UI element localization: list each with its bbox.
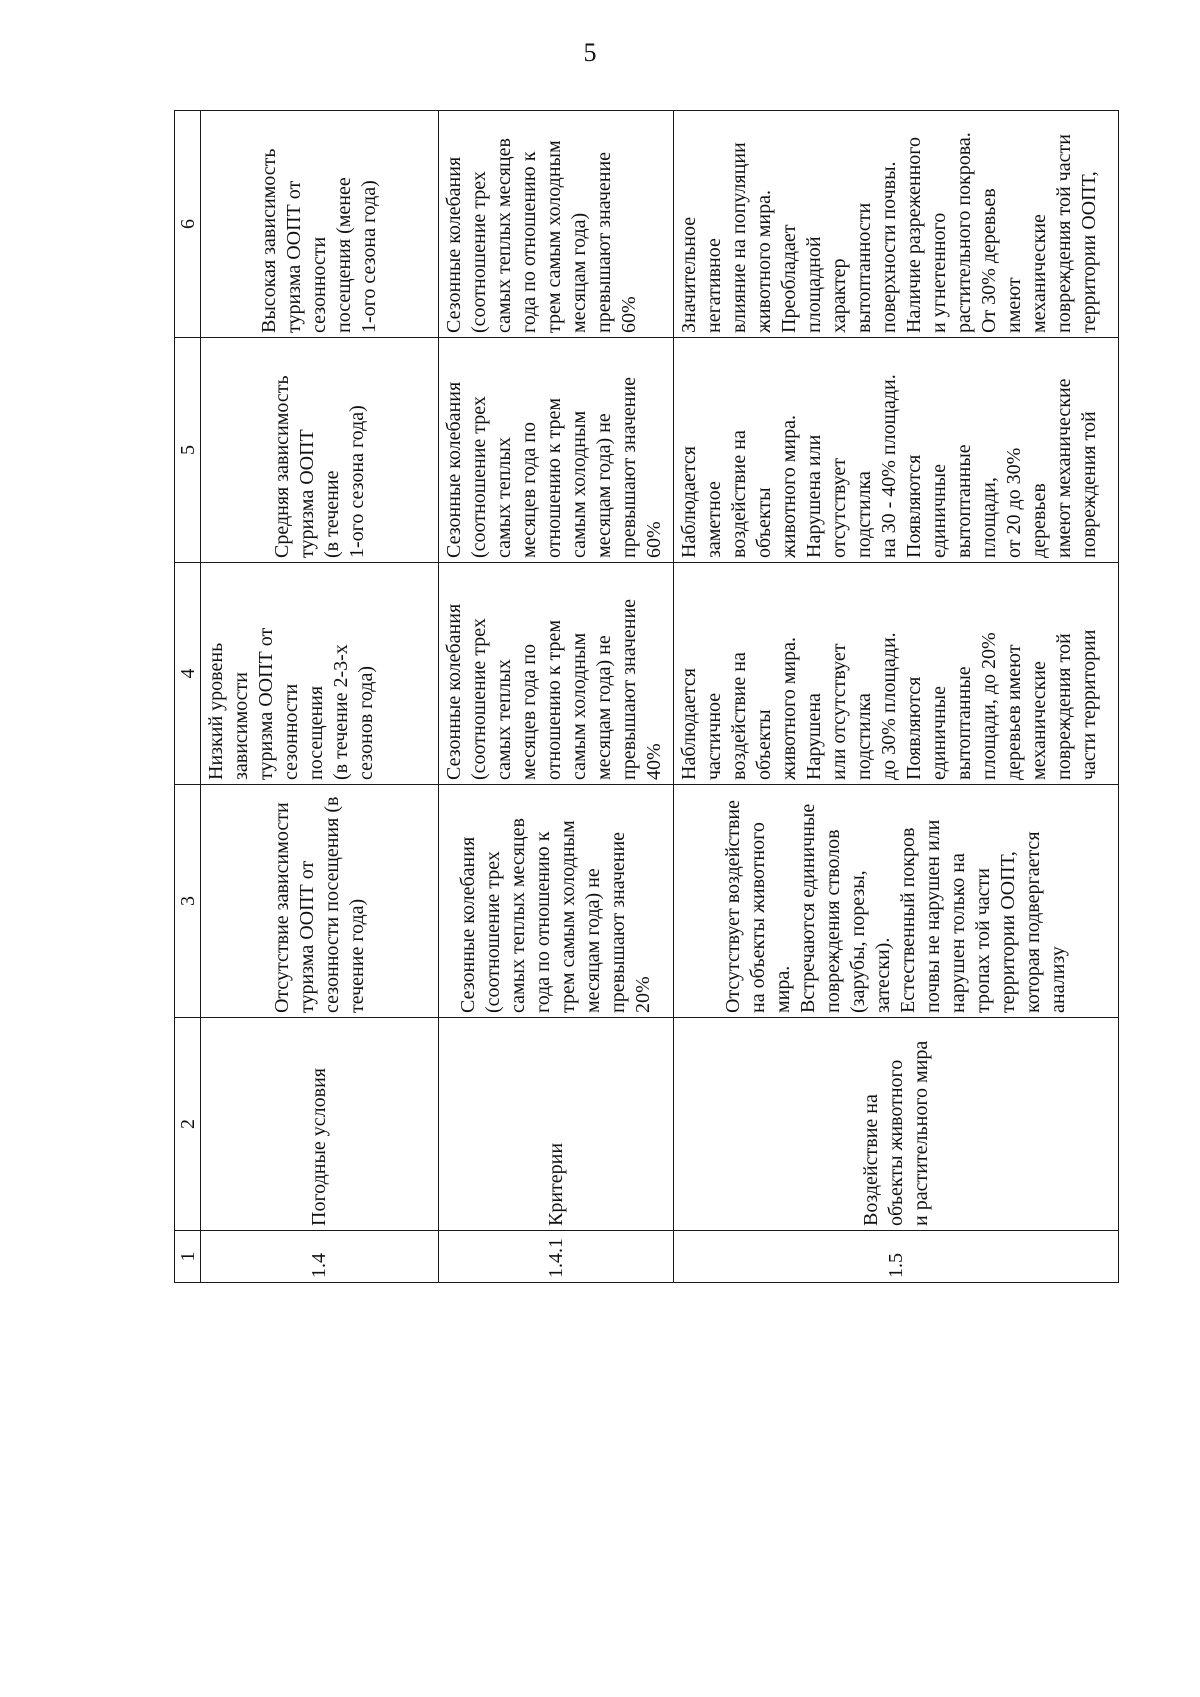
cell-text-line: объекты xyxy=(753,487,775,558)
cell-text-line: (зарубы, порезы, xyxy=(847,870,869,1013)
cell-text-line: мира. xyxy=(772,965,794,1013)
cell-text-line: 1-ого сезона года) xyxy=(345,405,368,558)
cell-text-line: Отсутствует воздействие xyxy=(722,800,744,1013)
header-row xyxy=(175,111,201,1283)
cell-text-line: От 30% деревьев xyxy=(978,188,1000,333)
cell-text-line: превышают значение xyxy=(607,831,629,1013)
cell-text-line: анализу xyxy=(1047,946,1069,1013)
cell-col-6 xyxy=(439,111,674,338)
cell-text-line: месяцам года) не xyxy=(582,868,604,1013)
cell-text-line: частичное xyxy=(703,692,725,780)
cell-text-line: единичные xyxy=(928,686,950,780)
cell-text-line: самых теплых xyxy=(493,437,515,558)
cell-text-line: которая подвергается xyxy=(1022,831,1044,1013)
cell-text-line: вытоптанные xyxy=(953,444,975,558)
cell-text-line: Встречаются единичные xyxy=(797,803,819,1013)
row-name: Погодные условия xyxy=(201,1018,439,1231)
cell-text-line: туризма ООПТ xyxy=(295,429,318,558)
cell-text-line: растительного покрова. xyxy=(953,132,975,333)
cell-text-line: затески). xyxy=(872,937,894,1013)
cell-text-line: негативное xyxy=(703,238,725,333)
cell-text-line: подстилка xyxy=(853,471,875,558)
cell-text-line: до 30% площади. xyxy=(878,632,900,780)
criteria-table xyxy=(174,110,1119,1283)
cell-text-line: (соотношение трех xyxy=(468,618,490,780)
cell-text-line: течение года) xyxy=(345,898,368,1013)
cell-text-line: Появляются xyxy=(903,676,925,780)
cell-text-line: Отсутствие зависимости xyxy=(270,802,293,1013)
cell-text-line: Значительное xyxy=(678,216,700,333)
cell-text-line: площади, xyxy=(978,477,1000,558)
cell-text-line: трем самым холодным xyxy=(543,140,565,333)
cell-text-line: Низкий уровень xyxy=(205,642,227,780)
table-row xyxy=(439,111,674,1283)
cell-text-line: деревьев имеют xyxy=(1003,644,1025,780)
row-number: 1.5 xyxy=(674,1231,1119,1283)
cell-text-line: почвы не нарушен или xyxy=(922,819,944,1013)
cell-text-line: повреждения стволов xyxy=(822,829,844,1013)
cell-text-line: Появляются xyxy=(903,454,925,558)
cell-text-line: года по отношению к xyxy=(518,151,540,333)
cell-text-line: площади, до 20% xyxy=(978,632,1000,780)
cell-text-line: животного мира. xyxy=(753,190,775,333)
cell-text-line: площадной xyxy=(803,236,825,333)
cell-text-line: посещения (менее xyxy=(333,177,355,333)
cell-text-line: отношению к трем xyxy=(543,397,565,558)
cell-text-line: тропах той части xyxy=(972,868,994,1013)
table-row xyxy=(674,111,1119,1283)
cell-text-line: объекты животного xyxy=(884,1059,907,1226)
header-col-6: 6 xyxy=(175,111,201,338)
row-name: Критерии xyxy=(439,1018,674,1231)
cell-col-4 xyxy=(674,563,1119,785)
cell-text-line: 40% xyxy=(643,743,665,780)
cell-text-line: повреждения той части xyxy=(1053,134,1075,333)
cell-col-5 xyxy=(674,338,1119,563)
cell-text-line: превышают значение xyxy=(618,376,640,558)
cell-text-line: подстилка xyxy=(853,693,875,780)
cell-text-line: зависимости xyxy=(230,672,252,780)
cell-text-line: Высокая зависимость xyxy=(258,148,280,333)
cell-text-line: года по отношению к xyxy=(532,831,554,1013)
cell-col-5 xyxy=(201,338,439,563)
cell-text-line: 20% xyxy=(632,976,654,1013)
cell-text-line: (в течение xyxy=(320,470,343,558)
header-col-3: 3 xyxy=(175,785,201,1018)
cell-text-line: части территории xyxy=(1078,629,1100,780)
cell-text-line: месяцев года по xyxy=(518,421,540,558)
cell-text-line: самым холодным xyxy=(568,410,590,558)
cell-text-line: вытоптанные xyxy=(953,666,975,780)
cell-text-line: отношению к трем xyxy=(543,619,565,780)
cell-text-line: самых теплых месяцев xyxy=(493,138,515,333)
header-col-4: 4 xyxy=(175,563,201,785)
cell-text-line: территории ООПТ, xyxy=(997,851,1019,1013)
cell-text-line: 1-ого сезона года) xyxy=(358,180,380,333)
cell-text-line: Наблюдается xyxy=(678,446,700,558)
cell-text-line: сезонности xyxy=(308,236,330,333)
cell-text-line: механические xyxy=(1028,214,1050,333)
cell-col-3 xyxy=(201,785,439,1018)
cell-text-line: туризма ООПТ от xyxy=(295,860,318,1013)
cell-text-line: сезонности посещения (в xyxy=(320,796,343,1013)
page-number: 5 xyxy=(583,38,597,67)
cell-text-line: превышают значение xyxy=(593,151,615,333)
cell-text-line: Сезонные колебания xyxy=(443,603,465,780)
cell-text-line: трем самым холодным xyxy=(557,820,579,1013)
cell-text-line: 60% xyxy=(643,521,665,558)
cell-text-line: Наблюдается xyxy=(678,668,700,780)
cell-col-3 xyxy=(439,785,674,1018)
cell-text-line: Нарушена xyxy=(803,693,825,780)
cell-text-line: Сезонные колебания xyxy=(443,156,465,333)
cell-col-5 xyxy=(439,338,674,563)
cell-text-line: (соотношение трех xyxy=(468,396,490,558)
cell-text-line: животного мира. xyxy=(778,637,800,780)
cell-text-line: характер xyxy=(828,258,850,333)
cell-text-line: самых теплых xyxy=(493,659,515,780)
cell-text-line: самых теплых месяцев xyxy=(507,818,529,1013)
cell-text-line: влияние на популяции xyxy=(728,142,750,333)
cell-text-line: повреждения той xyxy=(1078,411,1100,558)
cell-text-line: отсутствует xyxy=(828,457,850,558)
cell-text-line: месяцев года по xyxy=(518,643,540,780)
cell-col-3 xyxy=(674,785,1119,1018)
cell-text-line: Воздействие на xyxy=(859,1094,882,1226)
cell-text-line: и растительного мира xyxy=(909,1040,932,1226)
cell-text-line: превышают значение xyxy=(618,598,640,780)
cell-text-line: территории ООПТ, xyxy=(1078,171,1100,333)
cell-col-6 xyxy=(674,111,1119,338)
cell-text-line: (соотношение трех xyxy=(468,171,490,333)
cell-text-line: поверхности почвы. xyxy=(878,161,900,333)
cell-text-line: туризма ООПТ от xyxy=(283,180,305,333)
cell-text-line: Средняя зависимость xyxy=(270,375,293,558)
cell-text-line: Нарушена или xyxy=(803,434,825,558)
cell-text-line: воздействие на xyxy=(728,430,750,558)
cell-text-line: нарушен только на xyxy=(947,853,969,1013)
cell-text-line: Сезонные колебания xyxy=(457,836,479,1013)
row-number: 1.4 xyxy=(201,1231,439,1283)
cell-text-line: месяцам года) xyxy=(568,212,590,333)
cell-text-line: механические xyxy=(1028,661,1050,780)
row-name xyxy=(674,1018,1119,1231)
cell-text-line: 60% xyxy=(618,296,640,333)
cell-text-line: (соотношение трех xyxy=(482,851,504,1013)
cell-text-line: Преобладает xyxy=(778,224,800,333)
cell-text-line: или отсутствует xyxy=(828,643,850,780)
cell-text-line: месяцам года) не xyxy=(593,413,615,558)
cell-text-line: заметное xyxy=(703,481,725,558)
table-row xyxy=(201,111,439,1283)
cell-text-line: вытоптанности xyxy=(853,202,875,333)
header-col-1: 1 xyxy=(175,1231,201,1283)
row-number: 1.4.1 xyxy=(439,1231,674,1283)
cell-text-line: туризма ООПТ от xyxy=(255,627,277,780)
cell-text-line: Сезонные колебания xyxy=(443,381,465,558)
cell-text-line: деревьев xyxy=(1028,483,1050,558)
rotated-table-wrapper xyxy=(174,111,1119,1283)
cell-col-4 xyxy=(439,563,674,785)
cell-text-line: Естественный покров xyxy=(897,827,919,1013)
header-col-5: 5 xyxy=(175,338,201,563)
cell-text-line: и угнетенного xyxy=(928,212,950,333)
cell-text-line: Наличие разреженного xyxy=(903,136,925,333)
cell-text-line: единичные xyxy=(928,464,950,558)
cell-text-line: посещения xyxy=(305,685,327,780)
cell-text-line: объекты xyxy=(753,709,775,780)
cell-text-line: имеют механические xyxy=(1053,378,1075,558)
cell-col-6 xyxy=(201,111,439,338)
cell-text-line: воздействие на xyxy=(728,652,750,780)
cell-text-line: на 30 - 40% площади. xyxy=(878,374,900,558)
cell-text-line: месяцам года) не xyxy=(593,635,615,780)
cell-text-line: сезонов года) xyxy=(355,665,377,780)
header-col-2: 2 xyxy=(175,1018,201,1231)
cell-text-line: имеют xyxy=(1003,277,1025,333)
cell-text-line: повреждения той xyxy=(1053,633,1075,780)
cell-text-line: животного мира. xyxy=(778,415,800,558)
cell-text-line: сезонности xyxy=(280,683,302,780)
cell-text-line: самым холодным xyxy=(568,632,590,780)
cell-text-line: на объекты животного xyxy=(747,822,769,1013)
cell-col-4 xyxy=(201,563,439,785)
cell-text-line: (в течение 2-3-х xyxy=(330,644,352,780)
cell-text-line: от 20 до 30% xyxy=(1003,447,1025,558)
